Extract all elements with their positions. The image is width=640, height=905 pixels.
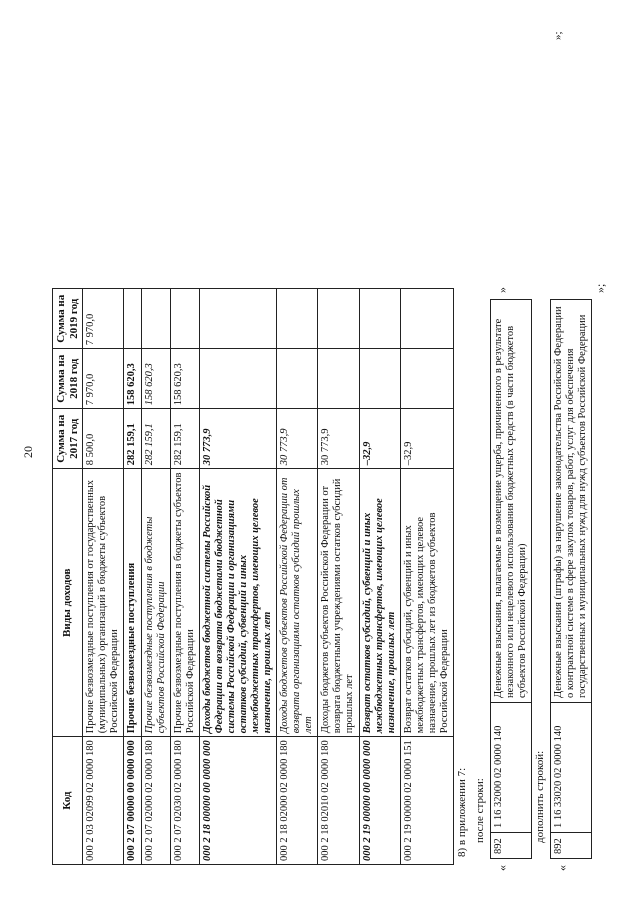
close-quote-2: »; bbox=[593, 283, 607, 293]
section-title: 8) в приложении 7: bbox=[456, 767, 468, 857]
table-closing-quote: »; bbox=[552, 31, 564, 40]
row-value-2019 bbox=[277, 289, 318, 349]
page-number: 20 bbox=[21, 446, 35, 458]
row-description: Доходы бюджетов бюджетной системы Российской Федерации от возврата бюджетами бюджетной системы Российской Федерации и организациями остатков субсидий, субвенций и иных межбюджетных трансфертов, имеющих целевое назначение, прошлых лет bbox=[199, 469, 276, 737]
revenue-name: Денежные взыскания, налагаемые в возмещение ущерба, причиненного в результате незаконного или нецелевого использования бюджетных средств (в части бюджетов субъектов Российской Федерации) bbox=[491, 300, 532, 703]
table-row bbox=[83, 289, 124, 865]
revenue-code: 1 16 33020 02 0000 140 bbox=[551, 703, 592, 833]
row-value-2019 bbox=[359, 289, 400, 349]
row-value-2018 bbox=[199, 349, 276, 409]
row-description: Прочие безвозмездные поступления bbox=[124, 469, 141, 737]
after-row-table bbox=[490, 299, 532, 859]
admin-code: 892 bbox=[551, 833, 592, 859]
revenue-code: 1 16 32000 02 0000 140 bbox=[491, 703, 532, 833]
row-value-2018 bbox=[359, 349, 400, 409]
row-value-2018 bbox=[277, 349, 318, 409]
table-row bbox=[277, 289, 318, 865]
row-code: 000 2 18 02010 02 0000 180 bbox=[318, 737, 359, 865]
header-2017: Сумма на 2017 год bbox=[53, 409, 83, 469]
table-row bbox=[491, 300, 532, 859]
after-row-label: после строки: bbox=[474, 778, 486, 843]
row-description: Возврат остатков субсидий, субвенций и иных межбюджетных трансфертов, имеющих целевое назначение, прошлых лет из бюджетов субъектов Российской Федерации bbox=[400, 469, 453, 737]
table-header-row bbox=[53, 289, 83, 865]
row-description: Прочие безвозмездные поступления в бюджеты субъектов Российской Федерации bbox=[141, 469, 170, 737]
row-value-2017: 30 773,9 bbox=[277, 409, 318, 469]
row-value-2019: 7 970,0 bbox=[83, 289, 124, 349]
close-quote: » bbox=[495, 287, 509, 293]
table-row bbox=[124, 289, 141, 865]
row-code: 000 2 19 00000 00 0000 000 bbox=[359, 737, 400, 865]
table-row bbox=[551, 300, 592, 859]
add-row-label: дополнить строкой: bbox=[534, 750, 546, 843]
table-row bbox=[400, 289, 453, 865]
table-row bbox=[141, 289, 170, 865]
row-description: Возврат остатков субсидий, субвенций и иных межбюджетных трансфертов, имеющих целевое назначение, прошлых лет bbox=[359, 469, 400, 737]
header-code: Код bbox=[53, 737, 83, 865]
open-quote-2: « bbox=[555, 865, 569, 871]
row-code: 000 2 07 00000 00 0000 000 bbox=[124, 737, 141, 865]
header-revenue-type: Виды доходов bbox=[53, 469, 83, 737]
open-quote: « bbox=[495, 865, 509, 871]
table-row bbox=[359, 289, 400, 865]
table-row bbox=[170, 289, 199, 865]
row-code: 000 2 18 00000 00 0000 000 bbox=[199, 737, 276, 865]
row-description: Прочие безвозмездные поступления от государственных (муниципальных) организаций в бюджеты субъектов Российской Федерации bbox=[83, 469, 124, 737]
row-value-2018: 158 620,3 bbox=[124, 349, 141, 409]
admin-code: 892 bbox=[491, 833, 532, 859]
row-value-2017: 30 773,9 bbox=[318, 409, 359, 469]
revenue-table bbox=[52, 288, 454, 865]
row-value-2018: 7 970,0 bbox=[83, 349, 124, 409]
row-value-2019 bbox=[199, 289, 276, 349]
row-value-2018: 158 620,3 bbox=[141, 349, 170, 409]
revenue-name: Денежные взыскания (штрафы) за нарушение законодательства Российской Федерации о контрактной системе в сфере закупок товаров, работ, услуг для обеспечения государственных и муниципальных нужд для нужд субъектов Российской Федерации bbox=[551, 300, 592, 703]
row-code: 000 2 07 02000 02 0000 180 bbox=[141, 737, 170, 865]
row-code: 000 2 19 00000 02 0000 151 bbox=[400, 737, 453, 865]
row-value-2017: 8 500,0 bbox=[83, 409, 124, 469]
row-value-2018 bbox=[318, 349, 359, 409]
row-value-2017: 30 773,9 bbox=[199, 409, 276, 469]
row-code: 000 2 03 02099 02 0000 180 bbox=[83, 737, 124, 865]
row-code: 000 2 18 02000 02 0000 180 bbox=[277, 737, 318, 865]
header-2019: Сумма на 2019 год bbox=[53, 289, 83, 349]
row-value-2018: 158 620,3 bbox=[170, 349, 199, 409]
add-row-table bbox=[550, 299, 592, 859]
row-value-2019 bbox=[124, 289, 141, 349]
row-value-2017: 282 159,1 bbox=[141, 409, 170, 469]
row-value-2017: 282 159,1 bbox=[124, 409, 141, 469]
row-value-2017: –32,9 bbox=[359, 409, 400, 469]
row-value-2019 bbox=[170, 289, 199, 349]
row-value-2019 bbox=[141, 289, 170, 349]
header-2018: Сумма на 2018 год bbox=[53, 349, 83, 409]
row-value-2019 bbox=[318, 289, 359, 349]
row-value-2019 bbox=[400, 289, 453, 349]
row-value-2018 bbox=[400, 349, 453, 409]
row-description: Доходы бюджетов субъектов Российской Федерации от возврата бюджетными учреждениями остатков субсидий прошлых лет bbox=[318, 469, 359, 737]
table-row bbox=[199, 289, 276, 865]
row-description: Прочие безвозмездные поступления в бюджеты субъектов Российской Федерации bbox=[170, 469, 199, 737]
row-value-2017: 282 159,1 bbox=[170, 409, 199, 469]
row-description: Доходы бюджетов субъектов Российской Федерации от возврата организациями остатков субсидий прошлых лет bbox=[277, 469, 318, 737]
table-row bbox=[318, 289, 359, 865]
row-value-2017: –32,9 bbox=[400, 409, 453, 469]
row-code: 000 2 07 02030 02 0000 180 bbox=[170, 737, 199, 865]
